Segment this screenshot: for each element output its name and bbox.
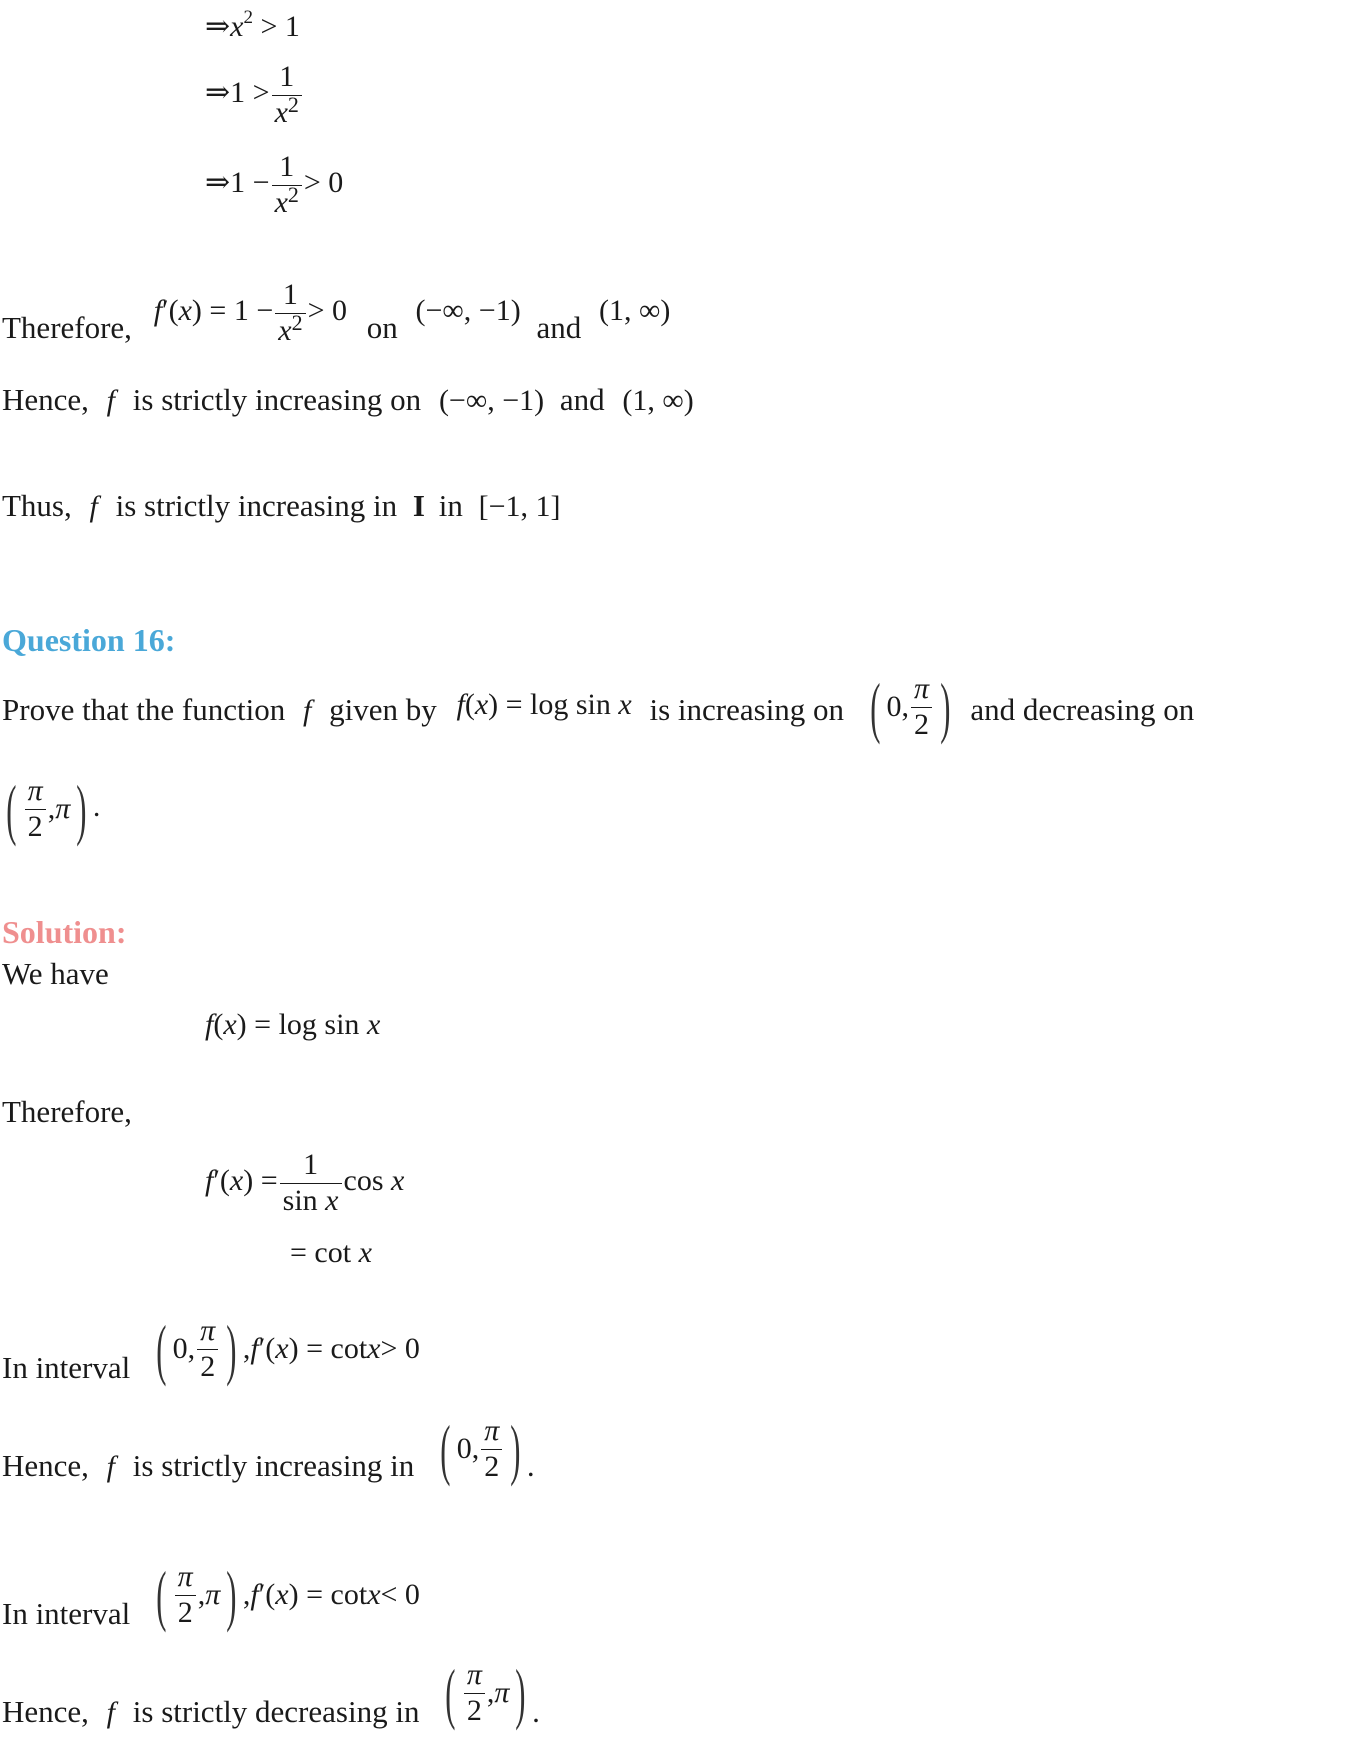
in-interval-label: In interval	[2, 1350, 131, 1386]
strictly-increasing-in-label: is strictly increasing in	[115, 488, 398, 523]
implies-symbol: ⇒	[205, 165, 231, 199]
implies-symbol: ⇒	[205, 75, 231, 109]
derivative-result: = cot x	[290, 1236, 372, 1269]
interval-I: I	[412, 488, 425, 523]
derivation-line-3: ⇒1 − $\frac{1}{x^2}$ > 0	[205, 150, 344, 219]
and-label: and	[536, 309, 582, 345]
question-statement: Prove that the function f given by f(x) = log sin x is increasing on ( 0, $\frac{\pi}{2}$ ) and decreasing on	[2, 669, 1195, 745]
therefore-label-2: Therefore,	[2, 1094, 132, 1129]
on-label: on	[366, 309, 398, 345]
increasing-on-label: is increasing on	[649, 692, 845, 728]
strictly-increasing-in-label: is strictly increasing in	[132, 1448, 415, 1484]
therefore-derivative-line: Therefore, f′(x) = 1 − $\frac{1}{x^2}$ > 0 on (−∞, −1) and (1, ∞)	[2, 278, 671, 347]
hence-label: Hence,	[2, 1694, 89, 1730]
and-label: and	[559, 382, 605, 417]
derivation-line-2: ⇒1 > $\frac{1}{x^2}$	[205, 60, 304, 130]
strictly-decreasing-in-label: is strictly decreasing in	[132, 1694, 420, 1730]
implies-symbol: ⇒	[205, 10, 231, 43]
we-have-label: We have	[2, 956, 109, 991]
solution-heading: Solution:	[2, 914, 127, 950]
hence-label: Hence,	[2, 1448, 89, 1484]
hence-label: Hence,	[2, 382, 89, 417]
hence-increasing-line: Hence, f is strictly increasing on (−∞, −1) and (1, ∞)	[2, 382, 694, 417]
derivative-computation: f′(x) = $\frac{1}{\text{sin x}}$ cos x	[205, 1148, 405, 1217]
in-label: in	[438, 488, 463, 523]
derivation-line-1: $\Rightarrow x^2 > 1$	[205, 7, 300, 43]
question-interval-2: ( $\frac{\pi}{2}$ , π ) .	[6, 771, 101, 847]
decreasing-on-label: and decreasing on	[970, 692, 1195, 728]
given-by-label: given by	[329, 692, 437, 728]
interval-2-line: In interval ( $\frac{\pi}{2}$ , π ) , f ′( x ) = cot x < 0	[2, 1557, 420, 1633]
function-definition: f(x) = log sin x	[205, 1008, 381, 1041]
hence-decreasing-line: Hence, f is strictly decreasing in ( $\frac{\pi}{2}$ , π ) .	[2, 1655, 540, 1731]
interval-1-line: In interval ( 0, $\frac{\pi}{2}$ ) , f ′( x ) = cot x > 0	[2, 1311, 420, 1387]
thus-line: Thus, f is strictly increasing in I in [−1, 1]	[2, 488, 561, 523]
strictly-increasing-label: is strictly increasing on	[132, 382, 422, 417]
hence-increasing-line-2: Hence, f is strictly increasing in ( 0, $\frac{\pi}{2}$ ) .	[2, 1411, 535, 1487]
question-heading: Question 16:	[2, 622, 176, 658]
therefore-label: Therefore,	[2, 309, 132, 345]
thus-label: Thus,	[2, 488, 72, 523]
prove-label: Prove that the function	[2, 692, 286, 728]
in-interval-label: In interval	[2, 1596, 131, 1632]
